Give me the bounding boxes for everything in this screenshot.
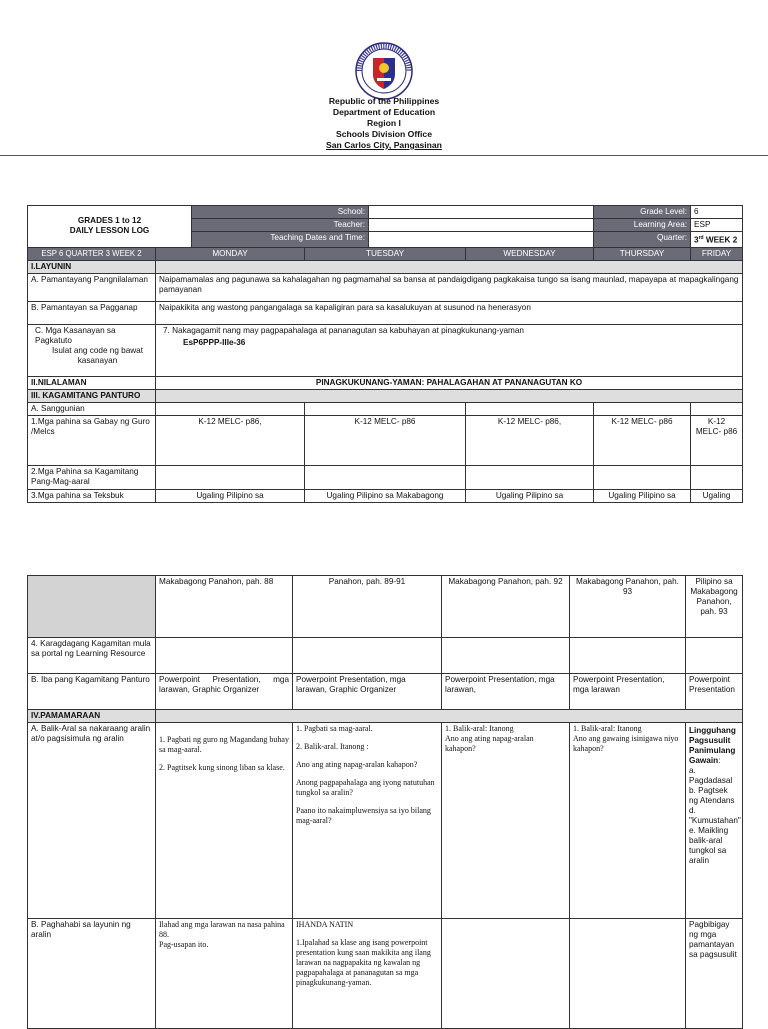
kasanayan-label (28, 324, 156, 376)
quarter-suffix: rd (698, 235, 704, 241)
balik-aral-tue-2: 2. Balik-aral. Itanong : (296, 742, 369, 751)
header-region: Region I (367, 118, 401, 128)
header-department: Department of Education (332, 107, 436, 117)
teksbuk-cont-mon: Makabagong Panahon, pah. 88 (156, 576, 293, 638)
lesson-log-table-1 (27, 205, 743, 503)
kagamitang-mag-aaral-thu (594, 465, 691, 489)
kasanayan-code: EsP6PPP-IIIe-36 (183, 337, 246, 347)
nilalaman-value: PINAGKUKUNANG-YAMAN: PAHALAGAHAN AT PANANAGUTAN KO (156, 376, 743, 389)
kasanayan-label-text: C. Mga Kasanayan sa Pagkatuto (35, 325, 116, 345)
dll-label: DAILY LESSON LOG (69, 226, 150, 236)
karagdagang-kagamitan-label: 4. Karagdagang Kagamitan mula sa portal ng Learning Resource (28, 638, 156, 674)
pamantayang-pangnilalaman-value: Naipamamalas ang pagunawa sa kahalagahan ng pagmamahal sa bansa at pandaigdigang pagkakaisa tungo sa isang maunlad, mapayapa at mapagkalingang pamayanan (156, 273, 743, 301)
balik-aral-wed: 1. Balik-aral: Itanong Ano ang ating napag-aralan kahapon? (442, 723, 570, 919)
learning-area-field[interactable]: ESP (691, 219, 743, 232)
iba-pang-kagamitan-fri: Powerpoint Presentation (686, 674, 743, 710)
teksbuk-cont-fri: Pilipino sa Makabagong Panahon, pah. 93 (686, 576, 743, 638)
sanggunian-tue (305, 402, 466, 415)
teaching-dates-field[interactable] (369, 232, 594, 248)
lesson-log-table-2 (27, 575, 743, 1029)
balik-aral-fri (686, 723, 743, 919)
kagamitang-mag-aaral-wed (466, 465, 594, 489)
teaching-dates-label: Teaching Dates and Time: (192, 232, 369, 248)
sanggunian-fri (691, 402, 743, 415)
teksbuk-label: 3.Mga pahina sa Teksbuk (28, 489, 156, 502)
balik-aral-tue-3: Ano ang ating napag-aralan kahapon? (296, 760, 418, 769)
pamantayan-pagganap-value: Naipakikita ang wastong pangangalaga sa kapaligiran para sa kasalukuyan at susunod na henerasyon (156, 301, 743, 324)
day-monday: MONDAY (156, 247, 305, 260)
kagamitang-mag-aaral-fri (691, 465, 743, 489)
layunin-empty (156, 260, 743, 273)
pamantayang-pangnilalaman-label (28, 273, 156, 301)
day-thursday: THURSDAY (594, 247, 691, 260)
teksbuk-wed: Ugaling Pilipino sa (466, 489, 594, 502)
teksbuk-cont-wed: Makabagong Panahon, pah. 92 (442, 576, 570, 638)
balik-aral-tue (293, 723, 442, 919)
teacher-label: Teacher: (192, 219, 369, 232)
balik-aral-fri-title: Lingguhang Pagsusulit Panimulang Gawain (689, 726, 736, 765)
iba-pang-kagamitan-label: B. Iba pang Kagamitang Panturo (28, 674, 156, 710)
learning-area-label: Learning Area: (594, 219, 691, 232)
layunin-heading: I.LAYUNIN (28, 260, 156, 273)
karagdagang-kagamitan-mon (156, 638, 293, 674)
teksbuk-fri: Ugaling (691, 489, 743, 502)
teacher-field[interactable] (369, 219, 594, 232)
karagdagang-kagamitan-tue (293, 638, 442, 674)
paghahabi-mon: Ilahad ang mga larawan na nasa pahina 88. Pag-usapan ito. (156, 919, 293, 1029)
kasanayan-value (156, 324, 743, 376)
iba-pang-kagamitan-thu: Powerpoint Presentation, mga larawan (570, 674, 686, 710)
balik-aral-mon-1: 1. Pagbati ng guro ng Magandang buhay sa mag-aaral. (159, 735, 289, 754)
teksbuk-thu: Ugaling Pilipino sa (594, 489, 691, 502)
karagdagang-kagamitan-thu (570, 638, 686, 674)
gabay-guro-mon: K-12 MELC- p86, (156, 415, 305, 465)
header-republic: Republic of the Philippines (328, 96, 440, 106)
balik-aral-tue-5: Paano ito nakaimpluwensiya sa iyo bilang mag-aaral? (296, 806, 431, 825)
iba-pang-kagamitan-tue: Powerpoint Presentation, mga larawan, Graphic Organizer (293, 674, 442, 710)
pamantayan-pagganap-label: B. Pamantayan sa Pagganap (28, 301, 156, 324)
paghahabi-thu (570, 919, 686, 1029)
quarter-number: 3 (694, 235, 699, 245)
quarter-field[interactable] (691, 232, 743, 248)
grades-label: GRADES 1 to 12 (77, 216, 142, 226)
sanggunian-label: A. Sanggunian (28, 402, 156, 415)
school-field[interactable] (369, 206, 594, 219)
gabay-guro-tue: K-12 MELC- p86 (305, 415, 466, 465)
header-city: San Carlos City, Pangasinan (326, 140, 442, 150)
paghahabi-tue-2: 1.Ipalahad sa klase ang isang powerpoint presentation kung saan makikita ang ilang larawan na nagpapakita ng kawalan ng pagpapahalaga at pananagutan sa mga pinagkukunang-yaman. (296, 938, 431, 987)
iba-pang-kagamitan-wed: Powerpoint Presentation, mga larawan, (442, 674, 570, 710)
teksbuk-cont-tue: Panahon, pah. 89-91 (293, 576, 442, 638)
quarter-week: WEEK 2 (703, 235, 738, 245)
day-tuesday: TUESDAY (305, 247, 466, 260)
header-divider (0, 155, 768, 156)
header-division: Schools Division Office (336, 129, 432, 139)
kagamitang-panturo-heading: III. KAGAMITANG PANTURO (28, 389, 156, 402)
karagdagang-kagamitan-fri (686, 638, 743, 674)
kagamitang-mag-aaral-mon (156, 465, 305, 489)
week-label: ESP 6 QUARTER 3 WEEK 2 (28, 247, 156, 260)
paghahabi-label: B. Paghahabi sa layunin ng aralin (28, 919, 156, 1029)
kasanayan-text: 7. Nakagagamit nang may pagpapahalaga at pananagutan sa kabuhayan at pinagkukunang-yaman (163, 325, 524, 335)
karagdagang-kagamitan-wed (442, 638, 570, 674)
balik-aral-tue-1: 1. Pagbati sa mag-aaral. (296, 724, 373, 733)
balik-aral-label: A. Balik-Aral sa nakaraang aralin at/o pagsisimula ng aralin (28, 723, 156, 919)
pamamaraan-empty (156, 710, 743, 723)
kagamitang-mag-aaral-label: 2.Mga Pahina sa Kagamitang Pang-Mag-aaral (28, 465, 156, 489)
gabay-guro-label: 1.Mga pahina sa Gabay ng Guro /Melcs (28, 415, 156, 465)
balik-aral-mon (156, 723, 293, 919)
kagamitang-mag-aaral-tue (305, 465, 466, 489)
balik-aral-tue-4: Anong pagpapahalaga ang iyong natutuhan tungkol sa aralin? (296, 778, 435, 797)
quarter-label: Quarter: (594, 232, 691, 248)
grade-level-field[interactable]: 6 (691, 206, 743, 219)
kasanayan-code-note: Isulat ang code ng bawat kasanayan (51, 345, 144, 365)
paghahabi-tue (293, 919, 442, 1029)
gabay-guro-thu: K-12 MELC- p86 (594, 415, 691, 465)
document-header (0, 96, 768, 151)
paghahabi-tue-1: IHANDA NATIN (296, 920, 354, 929)
grades-cell (28, 206, 192, 248)
balik-aral-fri-colon: : (718, 756, 721, 765)
day-friday: FRIDAY (691, 247, 743, 260)
gabay-guro-fri: K-12 MELC- p86 (691, 415, 743, 465)
paghahabi-fri: Pagbibigay ng mga pamantayan sa pagsusulit (686, 919, 743, 1029)
grade-level-label: Grade Level: (594, 206, 691, 219)
teksbuk-tue: Ugaling Pilipino sa Makabagong (305, 489, 466, 502)
balik-aral-thu: 1. Balik-aral: Itanong Ano ang gawaing isinigawa niyo kahapon? (570, 723, 686, 919)
pamantayang-pangnilalaman-text: A. Pamantayang Pangnilalaman (31, 274, 148, 284)
day-wednesday: WEDNESDAY (466, 247, 594, 260)
pamamaraan-heading: IV.PAMAMARAAN (28, 710, 156, 723)
deped-seal-logo (355, 42, 413, 100)
balik-aral-mon-2: 2. Pagtitsek kung sinong liban sa klase. (159, 763, 285, 772)
teksbuk-mon: Ugaling Pilipino sa (156, 489, 305, 502)
balik-aral-fri-heading (689, 724, 739, 766)
nilalaman-heading: II.NILALAMAN (28, 376, 156, 389)
gabay-guro-wed: K-12 MELC- p86, (466, 415, 594, 465)
iba-pang-kagamitan-mon: Powerpoint Presentation, mga larawan, Graphic Organizer (156, 674, 293, 710)
continued-label (28, 576, 156, 638)
sanggunian-wed (466, 402, 594, 415)
paghahabi-wed (442, 919, 570, 1029)
sanggunian-thu (594, 402, 691, 415)
sanggunian-mon (156, 402, 305, 415)
teksbuk-cont-thu: Makabagong Panahon, pah. 93 (570, 576, 686, 638)
kagamitang-panturo-empty (156, 389, 743, 402)
balik-aral-fri-items: a. Pagdadasal b. Pagtsek ng Atendans d. "Kumustahan" e. Maikling balik-aral tungkol sa aralin (689, 766, 741, 865)
school-label: School: (192, 206, 369, 219)
